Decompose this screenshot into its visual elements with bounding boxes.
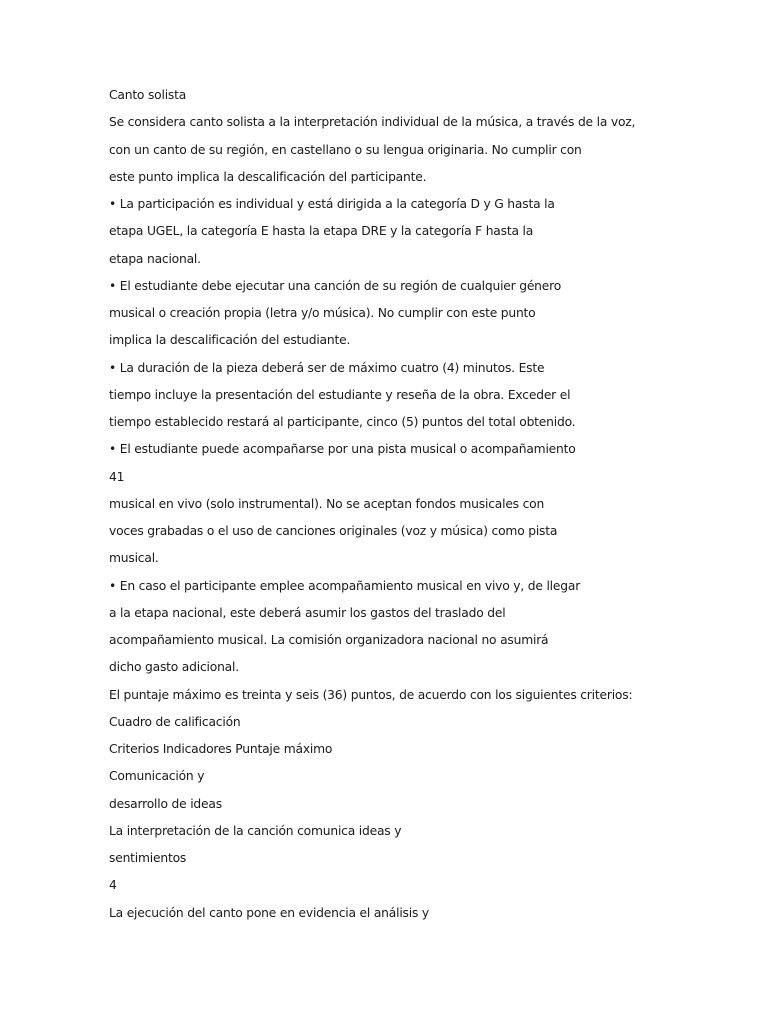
table-cell-line: sentimientos (109, 851, 187, 865)
paragraph-line: con un canto de su región, en castellano o su lengua originaria. No cumplir con (109, 142, 582, 157)
paragraph-line: tiempo incluye la presentación del estudiante y reseña de la obra. Exceder el (109, 387, 571, 402)
bullet-line: • El estudiante debe ejecutar una canción de su región de cualquier género (109, 278, 562, 293)
bullet-line: • La duración de la pieza deberá ser de máximo cuatro (4) minutos. Este (109, 360, 545, 375)
paragraph-line: voces grabadas o el uso de canciones originales (voz y música) como pista (109, 524, 558, 538)
table-caption: Cuadro de calificación (109, 714, 241, 729)
bullet-line: • En caso el participante emplee acompañamiento musical en vivo y, de llegar (109, 578, 581, 593)
bullet-line: • La participación es individual y está dirigida a la categoría D y G hasta la (109, 197, 555, 211)
paragraph-line: musical en vivo (solo instrumental). No se aceptan fondos musicales con (109, 496, 545, 511)
page-number: 41 (109, 469, 125, 484)
paragraph-line: dicho gasto adicional. (109, 660, 239, 675)
table-header-line: Criterios Indicadores Puntaje máximo (109, 742, 333, 756)
paragraph-line: etapa nacional. (109, 251, 201, 266)
section-title: Canto solista (109, 88, 187, 102)
paragraph-line: acompañamiento musical. La comisión organizadora nacional no asumirá (109, 633, 549, 647)
table-cell-line: Comunicación y (109, 769, 205, 784)
paragraph-line: El puntaje máximo es treinta y seis (36) puntos, de acuerdo con los siguientes criterios: (109, 687, 633, 702)
table-cell-line: La interpretación de la canción comunica ideas y (109, 823, 402, 838)
paragraph-line: tiempo establecido restará al participante, cinco (5) puntos del total obtenido. (109, 415, 576, 429)
paragraph-line: etapa UGEL, la categoría E hasta la etapa DRE y la categoría F hasta la (109, 224, 534, 239)
paragraph-line: Se considera canto solista a la interpretación individual de la música, a través de la voz, (109, 115, 636, 130)
bullet-line: • El estudiante puede acompañarse por una pista musical o acompañamiento (109, 442, 576, 457)
paragraph-line: musical. (109, 551, 159, 566)
table-cell-line: La ejecución del canto pone en evidencia el análisis y (109, 905, 429, 920)
paragraph-line: musical o creación propia (letra y/o música). No cumplir con este punto (109, 306, 536, 320)
table-cell-line: 4 (109, 878, 117, 893)
table-cell-line: desarrollo de ideas (109, 796, 222, 811)
document-text-column (109, 84, 729, 929)
paragraph-line: este punto implica la descalificación del participante. (109, 169, 427, 184)
paragraph-line: a la etapa nacional, este deberá asumir los gastos del traslado del (109, 605, 506, 620)
paragraph-line: implica la descalificación del estudiante. (109, 333, 351, 348)
